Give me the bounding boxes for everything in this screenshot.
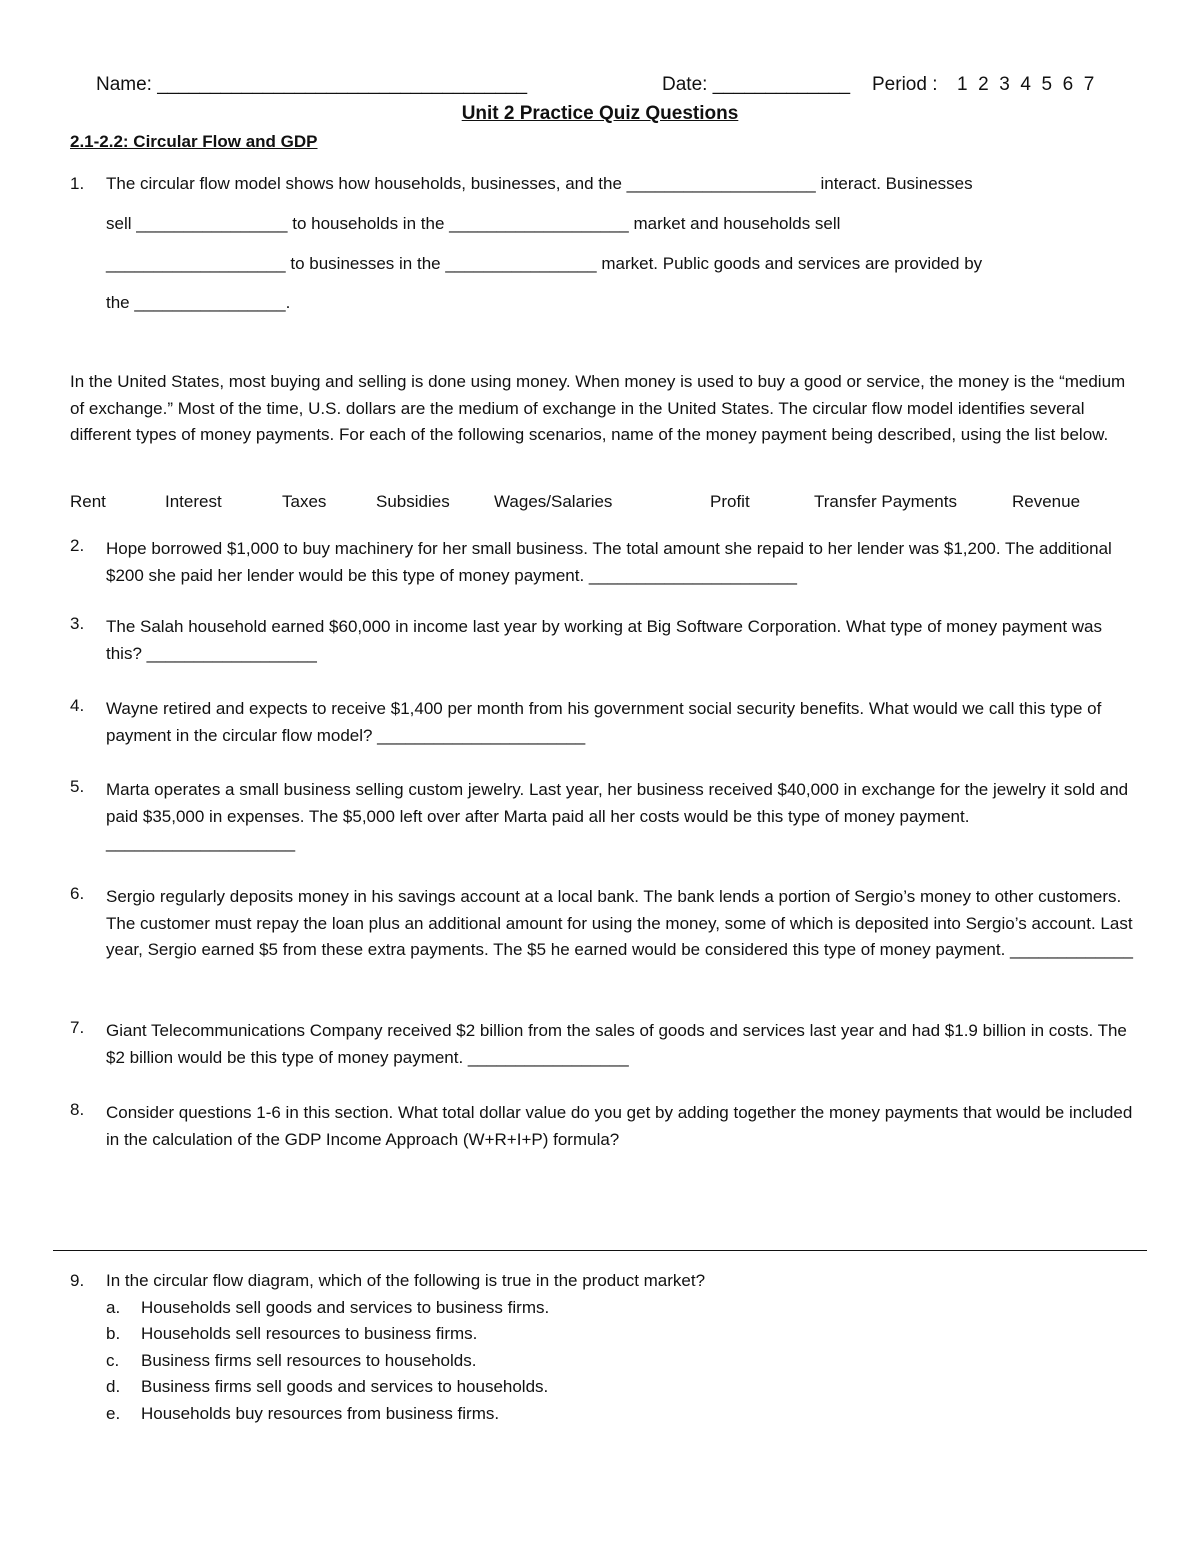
question-text[interactable]: Sergio regularly deposits money in his savings account at a local bank. The bank lends a portion of Sergio’s money to other customers. The customer must repay the loan plus an additional amount for using the money, some of which is deposited into Sergio’s account. Last year, Sergio earned $5 from these extra payments. The $5 he earned would be considered this type of money payment. _____________ — [106, 887, 1133, 959]
date-field[interactable]: Date: _____________ — [662, 74, 851, 95]
question-number: 5. — [70, 777, 85, 796]
term-revenue: Revenue — [1012, 492, 1081, 511]
intro-paragraph: In the United States, most buying and selling is done using money. When money is used to buy a good or service, the money is the “medium of exchange.” Most of the time, U.S. dollars are the medium of exchange in the United States. The circular flow model identifies several different types of money payments. For each of the following scenarios, name of the money payment being described, using the list below. — [70, 372, 1126, 444]
question-number: 4. — [70, 696, 85, 715]
option-a[interactable]: Households sell goods and services to business firms. — [141, 1298, 550, 1317]
option-letter: a. — [106, 1298, 121, 1317]
question-1-line[interactable]: the ________________. — [106, 293, 291, 312]
term-profit: Profit — [710, 492, 750, 511]
question-text[interactable]: The Salah household earned $60,000 in income last year by working at Big Software Corporation. What type of money payment was this? __________________ — [106, 617, 1103, 663]
term-wages: Wages/Salaries — [494, 492, 613, 511]
period-label: Period : — [872, 74, 938, 95]
question-text[interactable]: Hope borrowed $1,000 to buy machinery for her small business. The total amount she repaid to her lender was $1,200. The additional $200 she paid her lender would be this type of money payment. ______________________ — [106, 539, 1112, 585]
question-number: 3. — [70, 614, 85, 633]
question-text[interactable]: Giant Telecommunications Company received $2 billion from the sales of goods and services last year and had $1.9 billion in costs. The $2 billion would be this type of money payment. _________________ — [106, 1021, 1127, 1067]
option-letter: b. — [106, 1324, 121, 1343]
question-1-line[interactable]: The circular flow model shows how households, businesses, and the ____________________ interact. Businesses — [106, 174, 973, 193]
period-options[interactable]: 1 2 3 4 5 6 7 — [957, 74, 1095, 95]
option-b[interactable]: Households sell resources to business firms. — [141, 1324, 478, 1343]
question-number: 6. — [70, 884, 85, 903]
question-number: 9. — [70, 1271, 85, 1290]
term-interest: Interest — [165, 492, 222, 511]
question-text: In the circular flow diagram, which of the following is true in the product market? — [106, 1271, 706, 1290]
question-1-line[interactable]: sell ________________ to households in the ___________________ market and households sell — [106, 214, 841, 233]
option-letter: c. — [106, 1351, 120, 1370]
section-divider — [53, 1250, 1147, 1251]
question-number: 2. — [70, 536, 85, 555]
term-rent: Rent — [70, 492, 106, 511]
question-1-line[interactable]: ___________________ to businesses in the ________________ market. Public goods and services are provided by — [106, 254, 983, 273]
question-number: 1. — [70, 174, 85, 193]
section-heading: 2.1-2.2: Circular Flow and GDP — [70, 132, 318, 151]
question-number: 7. — [70, 1018, 85, 1037]
page-title: Unit 2 Practice Quiz Questions — [461, 103, 739, 124]
option-e[interactable]: Households buy resources from business firms. — [141, 1404, 500, 1423]
question-text[interactable]: Marta operates a small business selling custom jewelry. Last year, her business received $40,000 in exchange for the jewelry it sold and paid $35,000 in expenses. The $5,000 left over after Marta paid all her costs would be this type of money payment. ____________________ — [106, 780, 1129, 852]
question-number: 8. — [70, 1100, 85, 1119]
question-text: Consider questions 1-6 in this section. What total dollar value do you get by adding together the money payments that would be included in the calculation of the GDP Income Approach (W+R+I+P) formula? — [106, 1103, 1133, 1149]
option-letter: d. — [106, 1377, 121, 1396]
term-subsidies: Subsidies — [376, 492, 450, 511]
option-letter: e. — [106, 1404, 121, 1423]
term-transfer-payments: Transfer Payments — [814, 492, 957, 511]
question-text[interactable]: Wayne retired and expects to receive $1,400 per month from his government social security benefits. What would we call this type of payment in the circular flow model? ______________________ — [106, 699, 1102, 745]
term-taxes: Taxes — [282, 492, 327, 511]
option-d[interactable]: Business firms sell goods and services to households. — [141, 1377, 549, 1396]
name-field[interactable]: Name: ___________________________________ — [96, 74, 528, 95]
option-c[interactable]: Business firms sell resources to households. — [141, 1351, 477, 1370]
